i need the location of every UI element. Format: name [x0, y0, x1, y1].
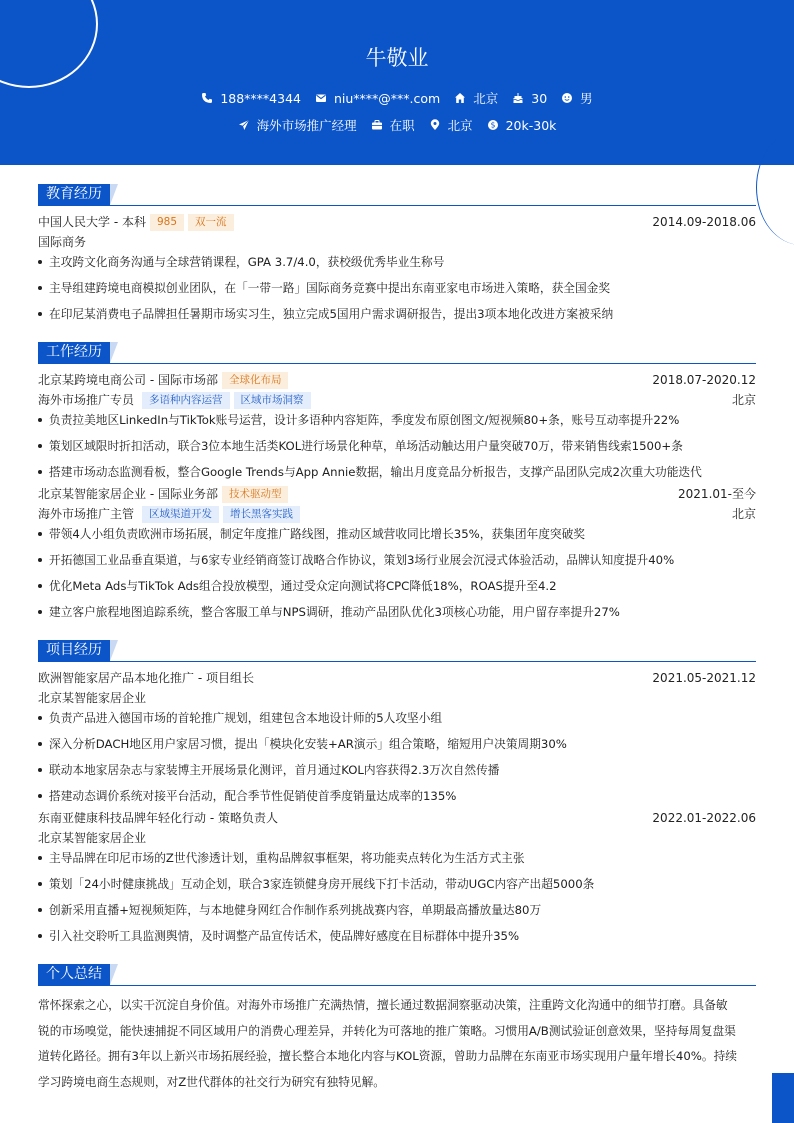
- list-item: 策划「24小时健康挑战」互动企划，联合3家连锁健身房开展线下打卡活动，带动UGC内容产出超5000条: [38, 874, 756, 900]
- work-section: [38, 342, 756, 628]
- list-item: 带领4人小组负责欧洲市场拓展，制定年度推广路线图，推动区域营收同比增长35%，获集团年度突破奖: [38, 524, 756, 550]
- summary-header: [38, 964, 756, 986]
- status-item: [371, 116, 415, 134]
- list-item: 联动本地家居杂志与家装博主开展场景化测评，首月通过KOL内容获得2.3万次自然传播: [38, 760, 756, 786]
- role-tag: 区域渠道开发: [142, 506, 219, 523]
- candidate-name: 牛敬业: [365, 46, 429, 70]
- role-name: 海外市场推广主管: [38, 507, 135, 521]
- tag-double-first-class: 双一流: [188, 214, 234, 231]
- job-company-line: [38, 370, 756, 390]
- svg-text:$: $: [490, 120, 495, 130]
- gender-text: 男: [580, 91, 593, 106]
- email-text: niu****@***.com: [333, 90, 441, 106]
- tag-985: 985: [150, 214, 184, 231]
- list-item: 主攻跨文化商务沟通与全球营销课程，GPA 3.7/4.0，获校级优秀毕业生称号: [38, 252, 756, 278]
- contact-row: [0, 89, 794, 107]
- summary-section: [38, 964, 756, 1095]
- list-item: 引入社交聆听工具监测舆情，及时调整产品宣传话术，使品牌好感度在目标群体中提升35%: [38, 926, 756, 952]
- location-icon: [429, 119, 441, 131]
- job-role-line: [38, 390, 756, 410]
- list-item: 创新采用直播+短视频矩阵，与本地健身网红合作制作系列挑战赛内容，单期最高播放量达80万: [38, 900, 756, 926]
- section-title: 项目经历: [38, 640, 110, 661]
- list-item: 搭建市场动态监测看板，整合Google Trends与App Annie数据，输出月度竞品分析报告，支撑产品团队完成2次重大功能迭代: [38, 462, 756, 484]
- summary-line: 学习跨境电商生态规则，对Z世代群体的社交行为研究有独特见解。: [38, 1074, 385, 1089]
- section-title-tail: [110, 640, 118, 661]
- education-header: [38, 184, 756, 206]
- project-org: 北京某智能家居企业: [38, 691, 147, 705]
- list-item: 开拓德国工业品垂直渠道，与6家专业经销商签订战略合作协议，策划3场行业展会沉浸式体验活动，品牌认知度提升40%: [38, 550, 756, 576]
- project-org: 北京某智能家居企业: [38, 831, 147, 845]
- job-period: 2021.01-至今: [678, 487, 756, 501]
- target-role-text: 海外市场推广经理: [256, 118, 357, 133]
- education-section: [38, 184, 756, 330]
- summary-line: 道转化路径。拥有3年以上新兴市场拓展经验，擅长整合本地化内容与KOL资源，曾助力品牌在东南亚市场实现用户量年增长40%。持续: [38, 1049, 737, 1063]
- status-text: 在职: [389, 118, 415, 133]
- project-name: 东南亚健康科技品牌年轻化行动 - 策略负责人: [38, 811, 278, 825]
- list-item: 在印尼某消费电子品牌担任暑期市场实习生，独立完成5国用户需求调研报告，提出3项本地化改进方案被采纳: [38, 304, 756, 330]
- salary-icon: [487, 119, 499, 131]
- target-city-text: 北京: [447, 118, 473, 133]
- project-name: 欧洲智能家居产品本地化推广 - 项目组长: [38, 671, 254, 685]
- list-item: 搭建动态调价系统对接平台活动，配合季节性促销使首季度销量达成率的135%: [38, 786, 756, 808]
- education-period: 2014.09-2018.06: [652, 215, 756, 229]
- section-title: 工作经历: [38, 342, 110, 363]
- job-location: 北京: [731, 393, 756, 407]
- list-item: 深入分析DACH地区用户家居习惯，提出「模块化安装+AR演示」组合策略，缩短用户决策周期30%: [38, 734, 756, 760]
- phone-text: 188****4344: [220, 90, 301, 106]
- summary-text: [38, 993, 756, 1095]
- role-name: 海外市场推广专员: [38, 393, 135, 407]
- phone-item: [201, 91, 301, 106]
- role-tag: 多语种内容运营: [142, 392, 230, 409]
- list-item: 负责产品进入德国市场的首轮推广规划，组建包含本地设计师的5人攻坚小组: [38, 708, 756, 734]
- projects-section: [38, 640, 756, 952]
- age-item: [512, 91, 547, 106]
- salary-text: 20k-30k: [505, 117, 557, 133]
- age-text: 30: [531, 90, 548, 106]
- send-icon: [238, 119, 250, 131]
- section-title-tail: [110, 964, 118, 985]
- city-item: [454, 89, 498, 107]
- gender-item: [561, 89, 593, 107]
- target-role-item: [238, 116, 357, 134]
- section-title: 教育经历: [38, 184, 110, 205]
- mail-icon: [315, 92, 327, 104]
- company-tag: 全球化布局: [222, 372, 289, 389]
- briefcase-icon: [371, 119, 383, 131]
- project-period: 2022.01-2022.06: [652, 811, 756, 825]
- company-name: 北京某跨境电商公司 - 国际市场部: [38, 373, 218, 387]
- target-city-item: [429, 116, 473, 134]
- city-text: 北京: [473, 91, 499, 106]
- home-icon: [454, 92, 466, 104]
- list-item: 负责拉美地区LinkedIn与TikTok账号运营，设计多语种内容矩阵，季度发布原创图文/短视频80+条，账号互动率提升22%: [38, 410, 756, 436]
- project-period: 2021.05-2021.12: [652, 671, 756, 685]
- list-item: 主导组建跨境电商模拟创业团队，在「一带一路」国际商务竞赛中提出东南亚家电市场进入策略，获全国金奖: [38, 278, 756, 304]
- company-tag: 技术驱动型: [222, 486, 289, 503]
- intent-row: [0, 116, 794, 134]
- projects-header: [38, 640, 756, 662]
- gender-icon: [561, 92, 573, 104]
- section-title-tail: [110, 342, 118, 363]
- header-banner: [0, 0, 794, 165]
- job-role-line: [38, 504, 756, 524]
- work-header: [38, 342, 756, 364]
- education-entry: [38, 212, 756, 232]
- job-company-line: [38, 484, 756, 504]
- birthday-icon: [512, 92, 524, 104]
- list-item: 策划区域限时折扣活动，联合3位本地生活类KOL进行场景化种草，单场活动触达用户量突破70万，带来销售线索1500+条: [38, 436, 756, 462]
- phone-icon: [201, 92, 213, 104]
- project-title-line: [38, 668, 756, 688]
- job-location: 北京: [731, 507, 756, 521]
- email-item: [315, 91, 440, 106]
- role-tag: 增长黑客实践: [223, 506, 300, 523]
- list-item: 主导品牌在印尼市场的Z世代渗透计划，重构品牌叙事框架，将功能卖点转化为生活方式主张: [38, 848, 756, 874]
- company-name: 北京某智能家居企业 - 国际业务部: [38, 487, 218, 501]
- section-title-tail: [110, 184, 118, 205]
- job-period: 2018.07-2020.12: [652, 373, 756, 387]
- list-item: 优化Meta Ads与TikTok Ads组合投放模型，通过受众定向测试将CPC降低18%，ROAS提升至4.2: [38, 576, 756, 602]
- section-title: 个人总结: [38, 964, 110, 985]
- project-title-line: [38, 808, 756, 828]
- list-item: 建立客户旅程地图追踪系统，整合客服工单与NPS调研，推动产品团队优化3项核心功能，用户留存率提升27%: [38, 602, 756, 628]
- salary-item: [487, 118, 557, 133]
- major: 国际商务: [38, 235, 87, 249]
- school-name: 中国人民大学 - 本科: [38, 215, 146, 229]
- role-tag: 区域市场洞察: [234, 392, 311, 409]
- summary-line: 锐的市场嗅觉，能快速捕捉不同区域用户的消费心理差异，并转化为可落地的推广策略。习惯用A/B测试验证创意效果，坚持每周复盘渠: [38, 1023, 736, 1038]
- decorative-corner-bar: [772, 1073, 794, 1123]
- summary-line: 常怀探索之心，以实干沉淀自身价值。对海外市场推广充满热情，擅长通过数据洞察驱动决策，注重跨文化沟通中的细节打磨。具备敏: [38, 998, 728, 1012]
